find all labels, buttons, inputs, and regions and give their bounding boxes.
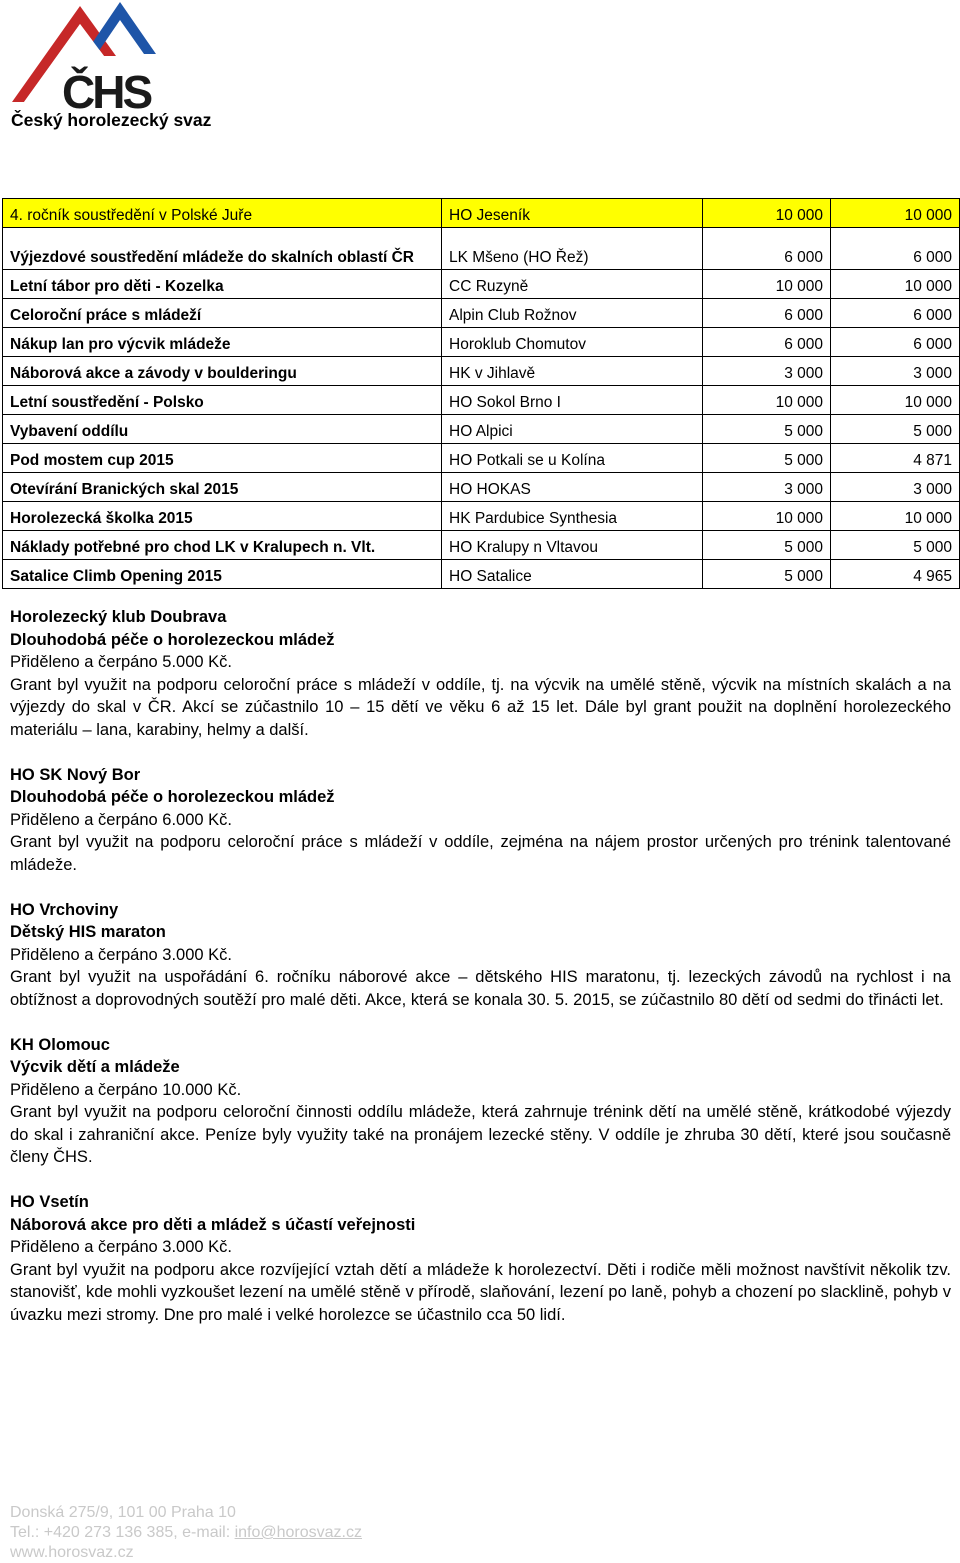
project-title: Náborová akce pro děti a mládež s účastí veřejnosti [10,1215,416,1234]
club-cell: HK Pardubice Synthesia [442,502,703,531]
requested-cell: 10 000 [703,270,831,299]
table-row [3,386,960,415]
grants-table [2,198,960,589]
grant-amount: Přiděleno a čerpáno 10.000 Kč. [10,1080,242,1099]
requested-cell: 3 000 [703,473,831,502]
table-row [3,270,960,299]
requested-cell: 5 000 [703,444,831,473]
project-cell: Pod mostem cup 2015 [3,444,442,473]
report-text: Grant byl využit na podporu akce rozvíjející vztah dětí a mládeže k horolezectví. Děti i rodiče měli možnost navštívit několik tzv. stanovišť, kde mohli vyzkoušet lezení na umělé stěně v přírodě, slaňování, lezení po laně, pohyb a chození po slacklině, pohyb v úvazku mezi stromy. Dne pro malé i velké horolezce se účastnilo cca 50 lidí. [10,1260,951,1325]
table-row [3,228,960,270]
granted-cell: 10 000 [831,386,960,415]
club-cell: HO HOKAS [442,473,703,502]
report-section [10,764,951,877]
granted-cell: 4 871 [831,444,960,473]
project-cell: Satalice Climb Opening 2015 [3,560,442,589]
project-cell: Náklady potřebné pro chod LK v Kralupech n. Vlt. [3,531,442,560]
table-row [3,502,960,531]
table-row [3,560,960,589]
page-footer [10,1503,362,1563]
club-cell: HK v Jihlavě [442,357,703,386]
granted-cell: 4 965 [831,560,960,589]
requested-cell: 5 000 [703,531,831,560]
report-text: Grant byl využit na uspořádání 6. ročníku náborové akce – dětského HIS maratonu, tj. lezeckých závodů na rychlost i na obtížnost a doprovodných soutěží pro malé děti. Akce, která se konala 30. 5. 2015, se zúčastnilo 80 dětí od sedmi do třinácti let. [10,968,951,1009]
table-row [3,415,960,444]
requested-cell: 6 000 [703,328,831,357]
table-row [3,357,960,386]
footer-contact [10,1523,362,1543]
club-name: HO SK Nový Bor [10,765,141,784]
requested-cell: 5 000 [703,560,831,589]
club-cell: LK Mšeno (HO Řež) [442,228,703,270]
project-cell: Otevírání Branických skal 2015 [3,473,442,502]
report-text: Grant byl využit na podporu celoroční práce s mládeží v oddíle, zejména na nájem prostor určených pro trénink talentované mládeže. [10,833,951,874]
footer-address: Donská 275/9, 101 00 Praha 10 [10,1504,236,1521]
club-name: HO Vrchoviny [10,900,119,919]
table-row [3,328,960,357]
report-section [10,899,951,1012]
grant-amount: Přiděleno a čerpáno 6.000 Kč. [10,810,232,829]
club-name: HO Vsetín [10,1193,89,1212]
project-cell: Letní tábor pro děti - Kozelka [3,270,442,299]
club-cell: Horoklub Chomutov [442,328,703,357]
grant-amount: Přiděleno a čerpáno 5.000 Kč. [10,653,232,672]
grant-amount: Přiděleno a čerpáno 3.000 Kč. [10,945,232,964]
requested-cell: 3 000 [703,357,831,386]
granted-cell: 3 000 [831,357,960,386]
project-title: Dětský HIS maraton [10,923,166,942]
footer-web-link[interactable]: www.horosvaz.cz [10,1544,134,1561]
table-row [3,199,960,228]
table-row [3,444,960,473]
granted-cell: 6 000 [831,328,960,357]
club-name: Horolezecký klub Doubrava [10,608,227,626]
project-cell: Nákup lan pro výcvik mládeže [3,328,442,357]
requested-cell: 6 000 [703,228,831,270]
footer-phone: Tel.: +420 273 136 385, e-mail: [10,1524,235,1541]
project-title: Dlouhodobá péče o horolezeckou mládež [10,630,335,649]
footer-email-link[interactable]: info@horosvaz.cz [234,1524,362,1541]
granted-cell: 3 000 [831,473,960,502]
project-title: Dlouhodobá péče o horolezeckou mládež [10,788,335,807]
project-cell: Vybavení oddílu [3,415,442,444]
mountain-logo-icon [8,2,158,112]
report-section [10,1034,951,1170]
club-name: KH Olomouc [10,1035,110,1054]
granted-cell: 10 000 [831,502,960,531]
grant-reports [10,606,951,1349]
granted-cell: 5 000 [831,415,960,444]
requested-cell: 10 000 [703,502,831,531]
club-cell: HO Jeseník [442,199,703,228]
grant-amount: Přiděleno a čerpáno 3.000 Kč. [10,1238,232,1257]
requested-cell: 6 000 [703,299,831,328]
club-cell: CC Ruzyně [442,270,703,299]
granted-cell: 5 000 [831,531,960,560]
report-text: Grant byl využit na podporu celoroční práce s mládeží v oddíle, tj. na výcvik na umělé stěně, výcvik na místních skalách a na výjezdy do skal v ČR. Akcí se zúčastnilo 10 – 15 dětí ve věku 6 až 15 let. Dále byl grant použit na doplnění horolezeckého materiálu – lana, karabiny, helmy a další. [10,675,951,739]
organization-name: Český horolezecký svaz [11,110,212,130]
report-section [10,1191,951,1327]
project-title: Výcvik dětí a mládeže [10,1058,180,1077]
club-cell: Alpin Club Rožnov [442,299,703,328]
logo-text: ČHS [62,66,151,112]
requested-cell: 10 000 [703,386,831,415]
requested-cell: 5 000 [703,415,831,444]
club-cell: HO Satalice [442,560,703,589]
club-cell: HO Kralupy n Vltavou [442,531,703,560]
project-cell: Horolezecká školka 2015 [3,502,442,531]
granted-cell: 10 000 [831,199,960,228]
report-section [10,606,951,742]
project-cell: 4. ročník soustředění v Polské Juře [3,199,442,228]
project-cell: Letní soustředění - Polsko [3,386,442,415]
table-row [3,299,960,328]
granted-cell: 6 000 [831,228,960,270]
table-row [3,531,960,560]
project-cell: Náborová akce a závody v boulderingu [3,357,442,386]
club-cell: HO Potkali se u Kolína [442,444,703,473]
club-cell: HO Alpici [442,415,703,444]
requested-cell: 10 000 [703,199,831,228]
granted-cell: 10 000 [831,270,960,299]
report-text: Grant byl využit na podporu celoroční činnosti oddílu mládeže, která zahrnuje trénink dětí na umělé stěně, krátkodobé výjezdy do skal i zahraniční akce. Peníze byly využity také na pronájem lezecké stěny. V oddíle je zhruba 30 dětí, které jsou současně členy ČHS. [10,1103,951,1167]
club-cell: HO Sokol Brno I [442,386,703,415]
project-cell: Výjezdové soustředění mládeže do skalních oblastí ČR [3,228,442,270]
table-row [3,473,960,502]
project-cell: Celoroční práce s mládeží [3,299,442,328]
granted-cell: 6 000 [831,299,960,328]
chs-logo [8,2,158,112]
